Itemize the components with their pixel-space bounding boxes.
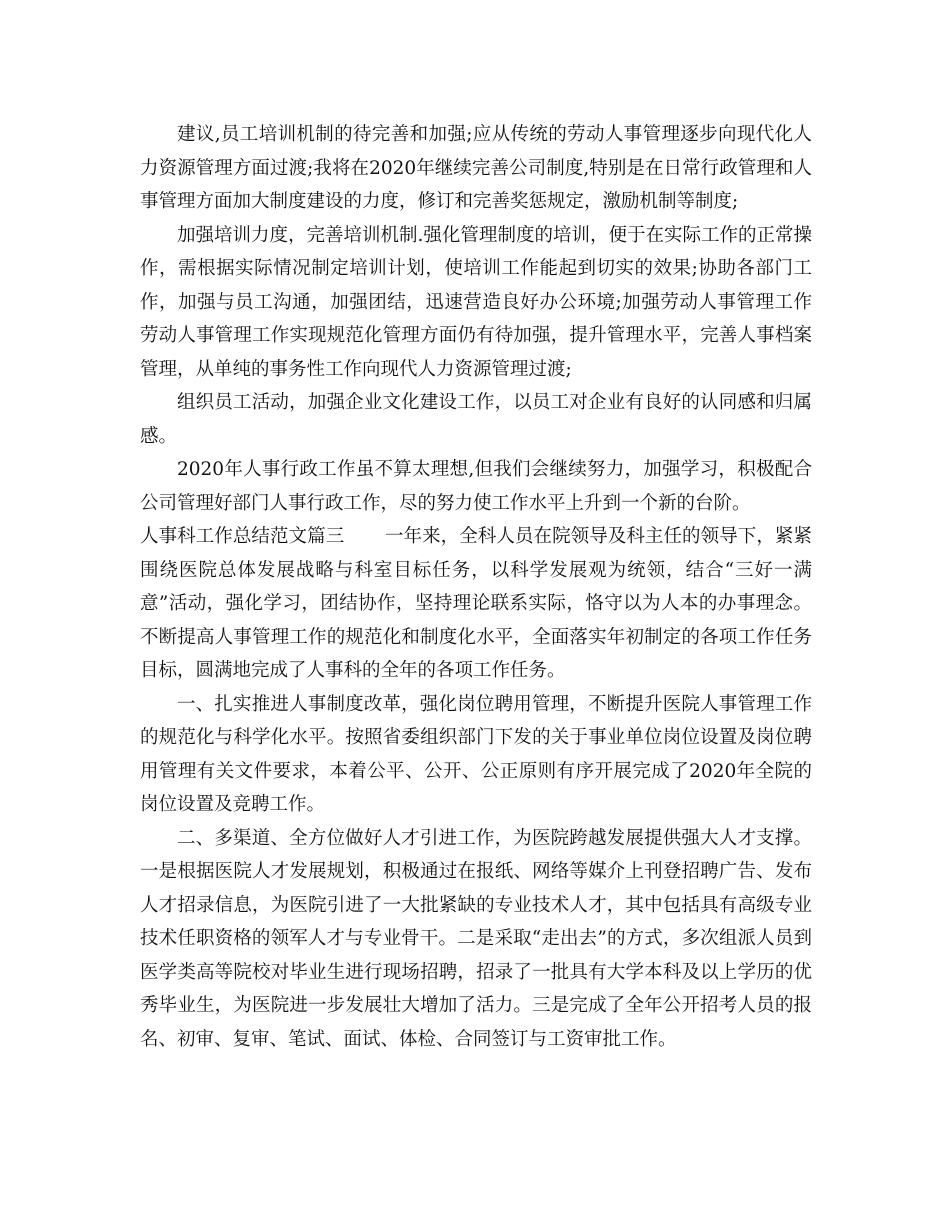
document-body [140,118,812,1056]
section-three-paragraph [140,520,812,688]
section-heading: 人事科工作总结范文篇三 [140,526,345,547]
section-intro: 一年来，全科人员在院领导及科主任的领导下，紧紧围绕医院总体发展战略与科室目标任务，以科学发展观为统领，结合“三好一满意”活动，强化学习，团结协作，坚持理论联系实际，恪守以为人本的办事理念。不断提高人事管理工作的规范化和制度化水平，全面落实年初制定的各项工作任务目标，圆满地完成了人事科的全年的各项工作任务。 [140,526,812,681]
paragraph-2020-summary: 2020年人事行政工作虽不算太理想,但我们会继续努力，加强学习，积极配合公司管理好部门人事行政工作，尽的努力使工作水平上升到一个新的台阶。 [140,459,812,514]
paragraph-employee-activities: 组织员工活动，加强企业文化建设工作，以员工对企业有良好的认同感和归属感。 [140,392,812,447]
paragraph-training-mechanism: 建议,员工培训机制的待完善和加强;应从传统的劳动人事管理逐步向现代化人力资源管理方面过渡;我将在2020年继续完善公司制度,特别是在日常行政管理和人事管理方面加大制度建设的力度，修订和完善奖惩规定，激励机制等制度; [140,124,812,212]
paragraph-item-two: 二、多渠道、全方位做好人才引进工作，为医院跨越发展提供强大人才支撑。一是根据医院人才发展规划，积极通过在报纸、网络等媒介上刊登招聘广告、发布人才招录信息，为医院引进了一大批紧缺的专业技术人才，其中包括具有高级专业技术任职资格的领军人才与专业骨干。二是采取“走出去”的方式，多次组派人员到医学类高等院校对毕业生进行现场招聘，招录了一批具有大学本科及以上学历的优秀毕业生，为医院进一步发展壮大增加了活力。三是完成了全年公开招考人员的报名、初审、复审、笔试、面试、体检、合同签订与工资审批工作。 [140,827,812,1050]
paragraph-item-one: 一、扎实推进人事制度改革，强化岗位聘用管理，不断提升医院人事管理工作的规范化与科学化水平。按照省委组织部门下发的关于事业单位岗位设置及岗位聘用管理有关文件要求，本着公平、公开、公正原则有序开展完成了2020年全院的岗位设置及竞聘工作。 [140,693,812,815]
paragraph-training-strength: 加强培训力度，完善培训机制.强化管理制度的培训，便于在实际工作的正常操作，需根据实际情况制定培训计划，使培训工作能起到切实的效果;协助各部门工作，加强与员工沟通，加强团结，迅速营造良好办公环境;加强劳动人事管理工作劳动人事管理工作实现规范化管理方面仍有待加强，提升管理水平，完善人事档案管理，从单纯的事务性工作向现代人力资源管理过渡; [140,224,812,380]
